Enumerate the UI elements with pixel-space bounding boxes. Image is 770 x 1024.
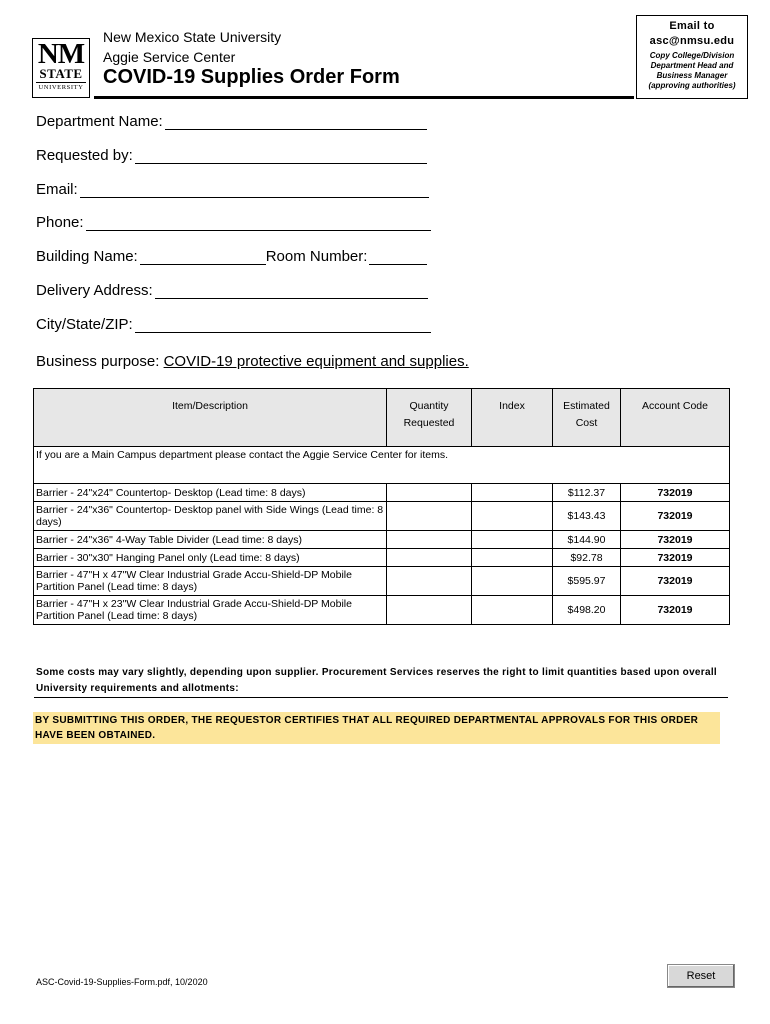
quantity-field[interactable] <box>389 484 469 501</box>
requested-by-field[interactable] <box>36 147 427 164</box>
table-row <box>34 596 730 625</box>
quantity-field[interactable] <box>389 567 469 595</box>
estimated-cost: $595.97 <box>553 567 621 596</box>
phone-field[interactable] <box>36 214 431 231</box>
account-code: 732019 <box>621 567 730 596</box>
footer-filename: ASC-Covid-19-Supplies-Form.pdf, 10/2020 <box>36 977 208 987</box>
col-header-index: Index <box>472 389 553 447</box>
col-header-account: Account Code <box>621 389 730 447</box>
logo-nm: NM <box>37 38 85 70</box>
index-field[interactable] <box>474 549 550 566</box>
logo-university: UNIVERSITY <box>36 82 86 92</box>
table-row <box>34 502 730 531</box>
email-field[interactable] <box>36 181 429 198</box>
index-field[interactable] <box>474 531 550 548</box>
email-input[interactable] <box>80 183 429 198</box>
account-code: 732019 <box>621 549 730 567</box>
email-label: Email: <box>36 181 78 198</box>
certification-statement: BY SUBMITTING THIS ORDER, THE REQUESTOR CERTIFIES THAT ALL REQUIRED DEPARTMENTAL APPROVALS FOR THIS ORDER HAVE BEEN OBTAINED. <box>33 712 720 744</box>
index-input[interactable] <box>472 502 553 531</box>
delivery-field[interactable] <box>36 282 428 299</box>
phone-label: Phone: <box>36 214 84 231</box>
estimated-cost: $144.90 <box>553 531 621 549</box>
item-description: Barrier - 47"H x 23"W Clear Industrial Grade Accu-Shield-DP Mobile Partition Panel (Lead time: 8 days) <box>34 596 387 625</box>
table-row <box>34 549 730 567</box>
quantity-field[interactable] <box>389 549 469 566</box>
index-input[interactable] <box>472 596 553 625</box>
index-field[interactable] <box>474 502 550 530</box>
reset-button[interactable]: Reset <box>667 964 735 988</box>
item-description: Barrier - 24"x36" Countertop- Desktop panel with Side Wings (Lead time: 8 days) <box>34 502 387 531</box>
quantity-field[interactable] <box>389 531 469 548</box>
business-purpose <box>36 353 469 370</box>
estimated-cost: $112.37 <box>553 484 621 502</box>
center-name: Aggie Service Center <box>103 49 236 65</box>
quantity-input[interactable] <box>387 502 472 531</box>
index-input[interactable] <box>472 484 553 502</box>
city-label: City/State/ZIP: <box>36 316 133 333</box>
quantity-input[interactable] <box>387 596 472 625</box>
logo-state: STATE <box>39 66 83 81</box>
col-header-item: Item/Description <box>34 389 387 447</box>
quantity-input[interactable] <box>387 567 472 596</box>
account-code: 732019 <box>621 596 730 625</box>
building-label: Building Name: <box>36 248 138 265</box>
table-row <box>34 531 730 549</box>
email-instructions-box <box>636 15 748 99</box>
department-input[interactable] <box>165 115 427 130</box>
delivery-input[interactable] <box>155 284 428 299</box>
quantity-field[interactable] <box>389 502 469 530</box>
nmsu-logo <box>32 38 90 98</box>
account-code: 732019 <box>621 484 730 502</box>
email-to-label: Email to <box>669 20 715 32</box>
email-address: asc@nmsu.edu <box>649 35 735 47</box>
index-field[interactable] <box>474 567 550 595</box>
building-room-field[interactable] <box>36 248 427 265</box>
university-name: New Mexico State University <box>103 29 282 45</box>
requested-by-label: Requested by: <box>36 147 133 164</box>
quantity-input[interactable] <box>387 484 472 502</box>
order-table <box>33 388 730 625</box>
item-description: Barrier - 30"x30" Hanging Panel only (Lead time: 8 days) <box>34 549 387 567</box>
room-label: Room Number: <box>265 248 368 265</box>
delivery-label: Delivery Address: <box>36 282 153 299</box>
building-input[interactable] <box>140 250 266 265</box>
requested-by-input[interactable] <box>135 149 427 164</box>
header-divider <box>94 96 634 99</box>
account-code: 732019 <box>621 531 730 549</box>
estimated-cost: $143.43 <box>553 502 621 531</box>
cost-notice: Some costs may vary slightly, depending upon supplier. Procurement Services reserves the right to limit quantities based upon overall University requirements and allotments: <box>36 667 718 694</box>
page-title: COVID-19 Supplies Order Form <box>103 66 400 88</box>
index-input[interactable] <box>472 549 553 567</box>
table-row <box>34 484 730 502</box>
quantity-field[interactable] <box>389 596 469 624</box>
item-description: Barrier - 24"x36" 4-Way Table Divider (Lead time: 8 days) <box>34 531 387 549</box>
estimated-cost: $92.78 <box>553 549 621 567</box>
index-field[interactable] <box>474 484 550 501</box>
copy-note: Copy College/Division Department Head and Business Manager (approving authorities) <box>648 51 736 90</box>
room-input[interactable] <box>369 250 427 265</box>
table-row <box>34 567 730 596</box>
city-field[interactable] <box>36 316 431 333</box>
quantity-input[interactable] <box>387 549 472 567</box>
col-header-cost: Estimated Cost <box>553 389 621 447</box>
business-purpose-value: COVID-19 protective equipment and supplies. <box>163 353 469 370</box>
index-field[interactable] <box>474 596 550 624</box>
city-input[interactable] <box>135 318 431 333</box>
index-input[interactable] <box>472 567 553 596</box>
business-purpose-label: Business purpose: <box>36 353 164 370</box>
account-code: 732019 <box>621 502 730 531</box>
item-description: Barrier - 47"H x 47"W Clear Industrial Grade Accu-Shield-DP Mobile Partition Panel (Lead time: 8 days) <box>34 567 387 596</box>
col-header-quantity: Quantity Requested <box>387 389 472 447</box>
phone-input[interactable] <box>86 216 431 231</box>
department-field[interactable] <box>36 113 427 130</box>
index-input[interactable] <box>472 531 553 549</box>
department-label: Department Name: <box>36 113 163 130</box>
notice-divider <box>34 697 728 698</box>
quantity-input[interactable] <box>387 531 472 549</box>
estimated-cost: $498.20 <box>553 596 621 625</box>
item-description: Barrier - 24"x24" Countertop- Desktop (Lead time: 8 days) <box>34 484 387 502</box>
table-note: If you are a Main Campus department please contact the Aggie Service Center for items. <box>34 447 730 484</box>
